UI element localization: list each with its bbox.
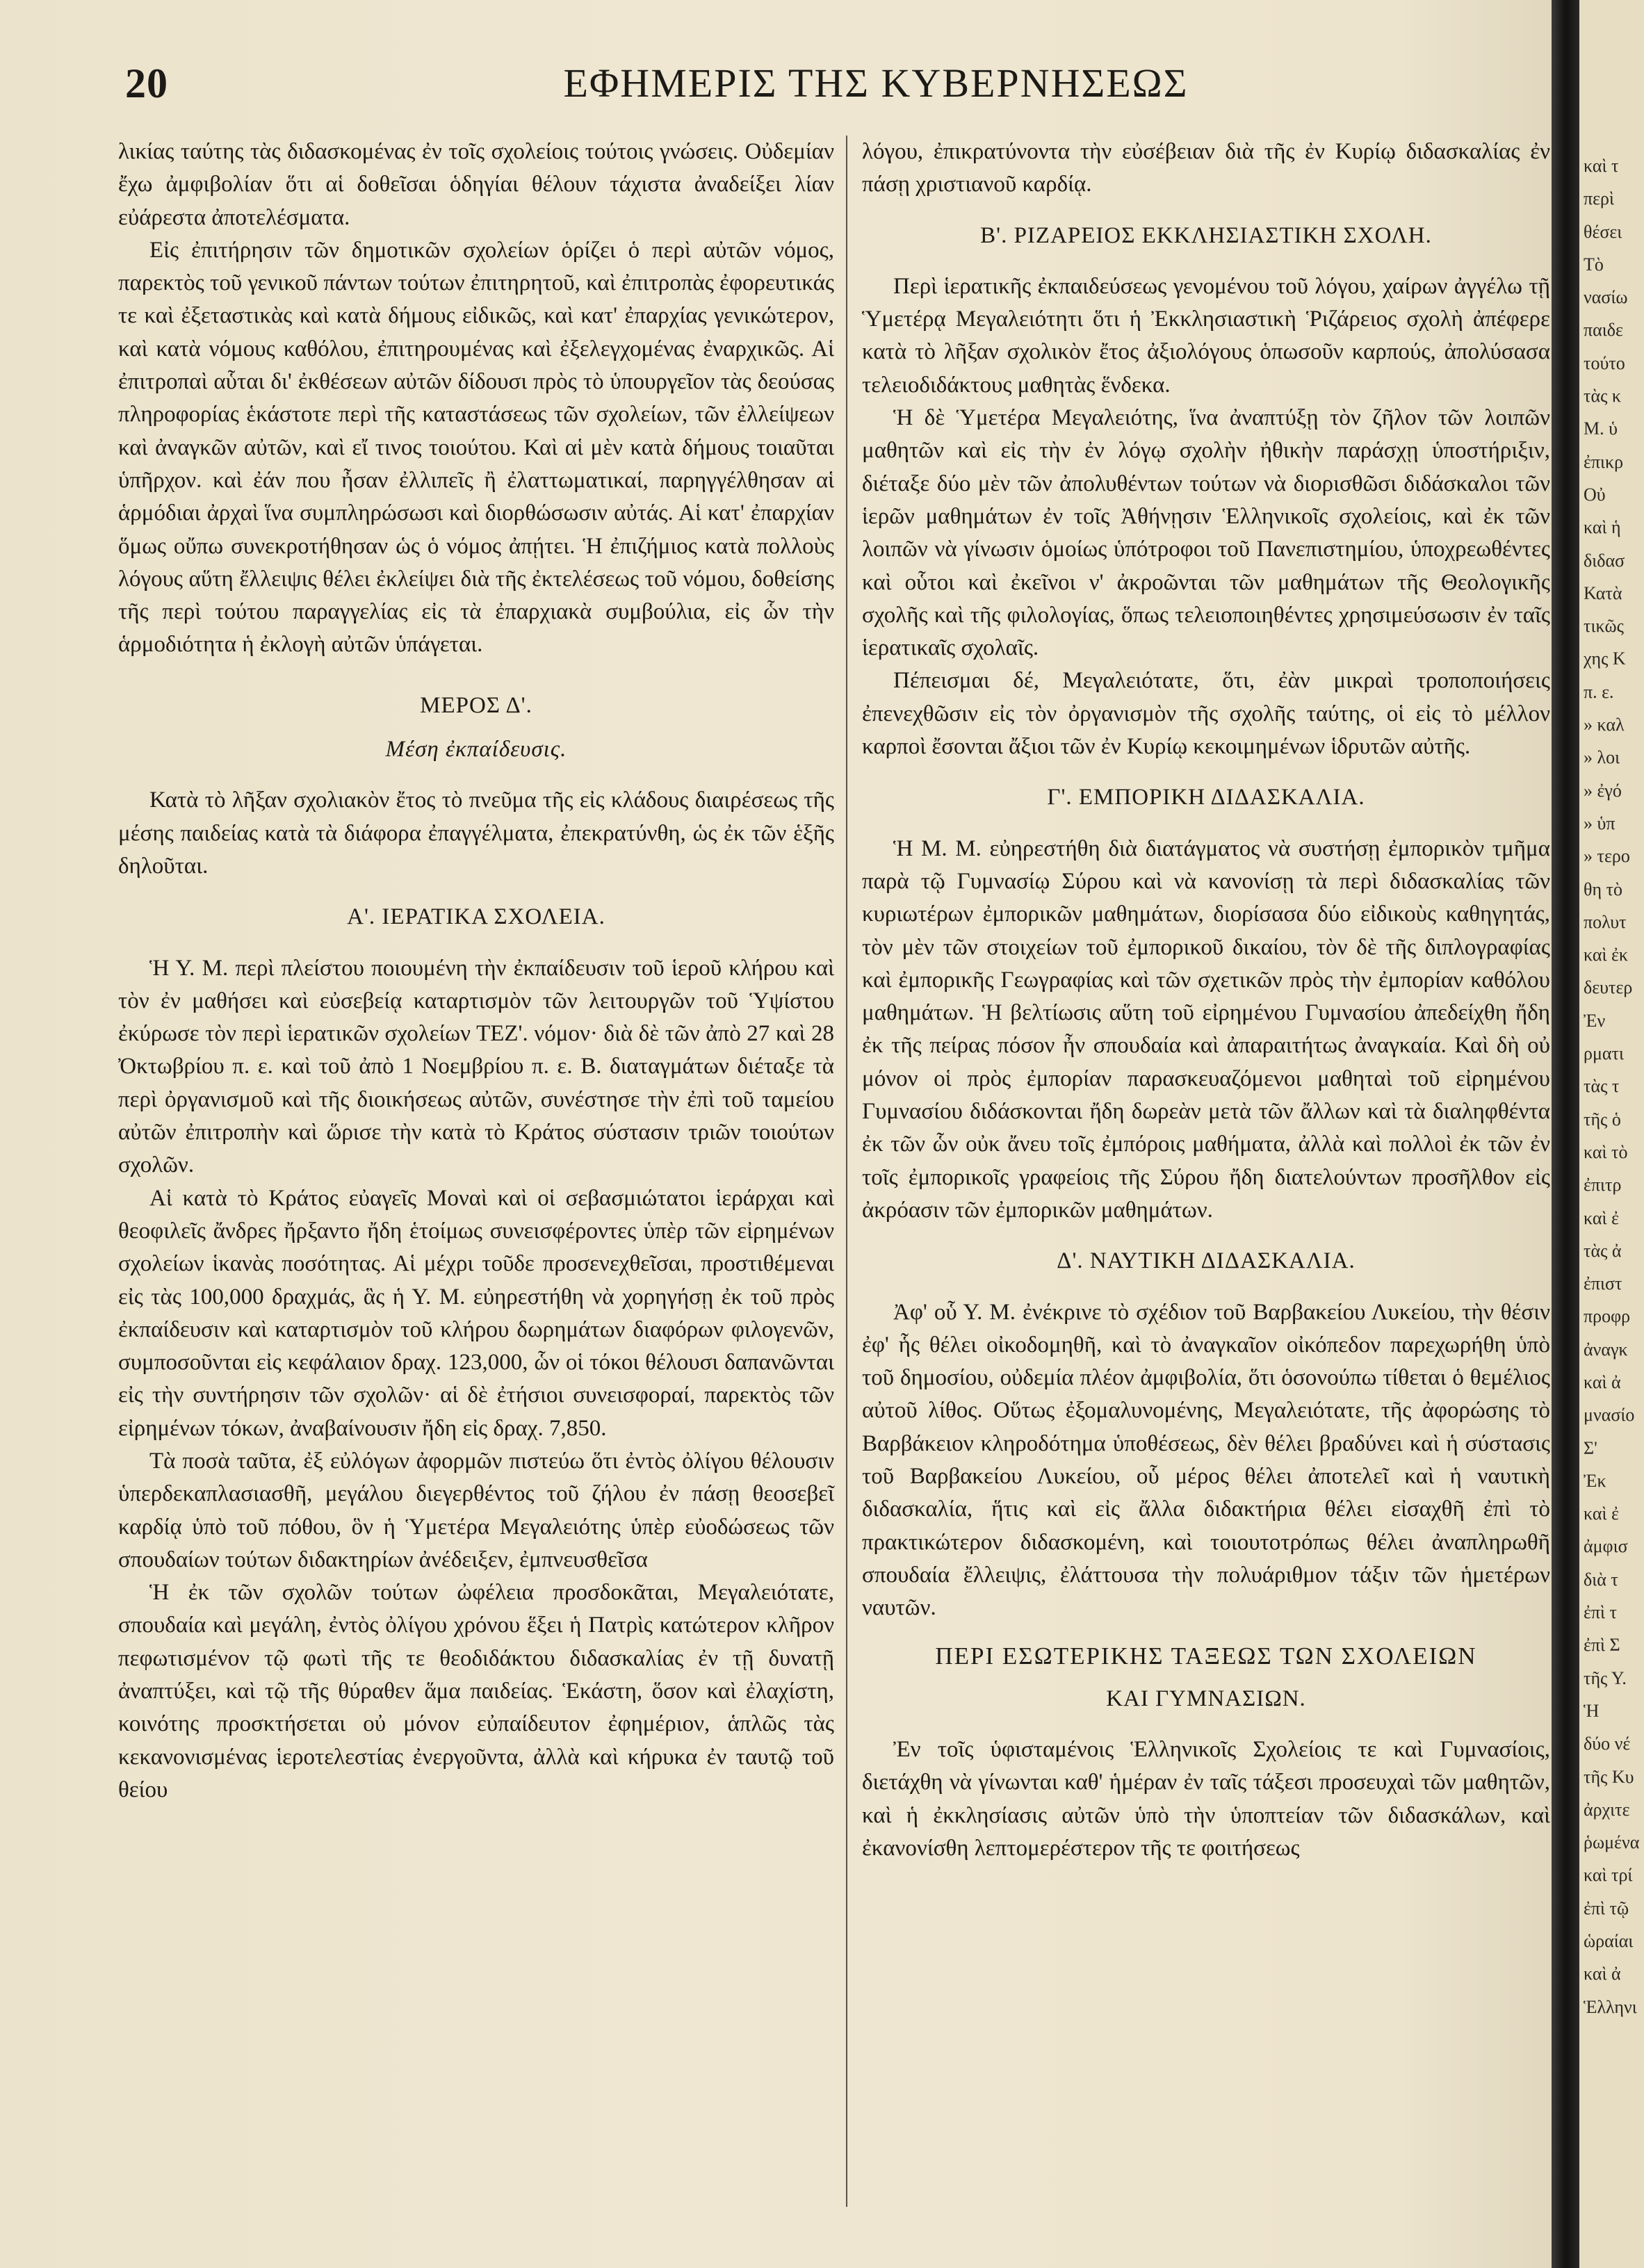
- adjacent-page-fragment: τῆς ὁ: [1584, 1109, 1621, 1129]
- right-paragraph-3: Ἡ δὲ Ὑμετέρα Μεγαλειότης, ἵνα ἀναπτύξῃ τὸν ζῆλον τῶν λοιπῶν μαθητῶν καὶ εἰς τὴν ἐν λόγῳ σχολὴν ἠθικὴν παράσχῃ ὑποστήριξιν, διέταξε δύο μὲν τῶν ἀπολυθέντων τούτων νὰ διορισθῶσι διδάσκαλοι τῶν ἱερῶν μαθημάτων ἐν τοῖς Ἀθήνῃσιν Ἑλληνικοῖς σχολείοις, καὶ ἐκ τῶν λοιπῶν νὰ γίνωσιν ὁμοίως ὑπότροφοι τοῦ Πανεπιστημίου, ὑποχρεωθέντες καὶ οὗτοι καὶ ἐκεῖνοι ν' ἀκροῶνται τῶν μαθημάτων τῆς Θεολογικῆς σχολῆς καὶ τῆς φιλολογίας, ὅπως τελειοποιηθέντες χρησιμεύσωσιν ἐν ταῖς ἱερατικαῖς σχολαῖς.: [862, 405, 1550, 661]
- adjacent-page-fragment: τὰς κ: [1584, 386, 1621, 407]
- adjacent-page-fragment: Τὸ: [1584, 254, 1604, 275]
- adjacent-page-fragment: Ἐκ: [1584, 1470, 1606, 1491]
- right-paragraph-1: λόγου, ἐπικρατύνοντα τὴν εὐσέβειαν διὰ τῆς ἐν Κυρίῳ διδασκαλίας ἐν πάσῃ χριστιανοῦ καρδίᾳ.: [862, 139, 1550, 197]
- adjacent-page-fragment: ἐπιστ: [1584, 1273, 1622, 1294]
- adjacent-page-fragment: ρματι: [1584, 1043, 1624, 1064]
- right-paragraph-2: Περὶ ἱερατικῆς ἐκπαιδεύσεως γενομένου τοῦ λόγου, χαίρων ἀγγέλω τῇ Ὑμετέρᾳ Μεγαλειότητι ὅτι ἡ Ἐκκλησιαστικὴ Ῥιζάρειος σχολὴ ἀπέφερε κατὰ τὸ λῆξαν σχολικὸν ἔτος ἀξιολόγους ὁπωσοῦν καρπούς, ἀπολύσασα τελειοδιδάκτους μαθητὰς ἕνδεκα.: [862, 273, 1550, 398]
- adjacent-page-fragment: καὶ τ: [1584, 156, 1619, 176]
- adjacent-page-fragment: » ὑπ: [1584, 813, 1615, 833]
- adjacent-page-fragment: χης Κ: [1584, 648, 1626, 669]
- adjacent-page-fragment: Ἐν: [1584, 1010, 1606, 1031]
- adjacent-page-fragment: νασίω: [1584, 287, 1628, 308]
- section-heading-a: Α'. ΙΕΡΑΤΙΚΑ ΣΧΟΛΕΙΑ.: [347, 904, 605, 930]
- adjacent-page-fragment: καὶ ἐ: [1584, 1207, 1619, 1228]
- adjacent-page-strip: [1579, 0, 1644, 2268]
- adjacent-page-fragment: καὶ ἀ: [1584, 1964, 1621, 1984]
- adjacent-page-fragment: δευτερ: [1584, 977, 1633, 998]
- adjacent-page-fragment: διδασ: [1584, 550, 1625, 571]
- adjacent-page-fragment: Ἑλληνι: [1584, 1996, 1637, 2017]
- adjacent-page-fragment: τῆς Υ.: [1584, 1667, 1627, 1688]
- page-header: [104, 56, 1536, 111]
- adjacent-page-fragment: ἐπὶ Σ: [1584, 1635, 1620, 1656]
- adjacent-page-fragment: προφρ: [1584, 1306, 1631, 1327]
- adjacent-page-fragment: τὰς τ: [1584, 1076, 1620, 1097]
- adjacent-page-fragment: » λοι: [1584, 747, 1620, 768]
- part-subheading: Μέση ἐκπαίδευσις.: [385, 737, 567, 762]
- adjacent-page-fragment: θη τὸ: [1584, 879, 1622, 899]
- adjacent-page-fragment: θέσει: [1584, 221, 1622, 242]
- section-heading-c: Γ'. ΕΜΠΟΡΙΚΗ ΔΙΔΑΣΚΑΛΙΑ.: [1047, 785, 1365, 810]
- adjacent-page-fragment: ἀμφισ: [1584, 1536, 1628, 1557]
- left-paragraph-1: λικίας ταύτης τὰς διδασκομένας ἐν τοῖς σχολείοις τούτοις γνώσεις. Οὐδεμίαν ἔχω ἀμφιβολίαν ὅτι αἱ δοθεῖσαι ὁδηγίαι θέλουν τάχιστα ἀναδείξει λίαν εὐάρεστα ἀποτελέσματα.: [118, 139, 834, 230]
- left-paragraph-6: Τὰ ποσὰ ταῦτα, ἐξ εὐλόγων ἀφορμῶν πιστεύω ὅτι ἐντὸς ὀλίγου θέλουσιν ὑπερδεκαπλασιασθῆ, μεγάλου διεγερθέντος τοῦ ζήλου ἐν πάσῃ θεοσεβεῖ καρδίᾳ ὑπὸ τοῦ πόθου, ὃν ἡ Ὑμετέρα Μεγαλειότης ὑπὲρ εὐοδώσεως τῶν σπουδαίων τούτων διδακτηρίων ἀνέδειξεν, ἐμπνευσθεῖσα: [118, 1448, 834, 1572]
- adjacent-page-fragment: καὶ ἐκ: [1584, 945, 1629, 965]
- running-title: ΕΦΗΜΕΡΙΣ ΤΗΣ ΚΥΒΕΡΝΗΣΕΩΣ: [563, 60, 1189, 106]
- adjacent-page-fragment: ἀρχιτε: [1584, 1799, 1630, 1820]
- adjacent-page-fragment: καὶ τὸ: [1584, 1141, 1628, 1162]
- right-paragraph-4: Πέπεισμαι δέ, Μεγαλειότατε, ὅτι, ἐὰν μικραὶ τροποποιήσεις ἐπενεχθῶσιν εἰς τὸν ὀργανισμὸν τῆς σχολῆς ταύτης, οἱ εἰς τὸ μέλλον καρποὶ ἔσονται ἄξιοι τῶν ἐν Κυρίῳ κεκοιμημένων ἱδρυτῶν αὐτῆς.: [862, 668, 1550, 760]
- section-heading-e-line-2: ΚΑΙ ΓΥΜΝΑΣΙΩΝ.: [1106, 1686, 1306, 1711]
- adjacent-page-fragment: καὶ τρί: [1584, 1865, 1633, 1886]
- section-heading-e-line-1: ΠΕΡΙ ΕΣΩΤΕΡΙΚΗΣ ΤΑΞΕΩΣ ΤΩΝ ΣΧΟΛΕΙΩΝ: [935, 1642, 1477, 1670]
- right-paragraph-7: Ἐν τοῖς ὑφισταμένοις Ἑλληνικοῖς Σχολείοις τε καὶ Γυμνασίοις, διετάχθη νὰ γίνωνται καθ' ἡμέραν ἐν ταῖς τάξεσι προσευχαὶ τῶν μαθητῶν, καὶ ἡ ἐκκλησίασις αὐτῶν ὑπὸ τὴν ὑποπτείαν τῶν διδασκάλων, καὶ ἐκανονίσθη λεπτομερέστερον τῆς τε φοιτήσεως: [862, 1737, 1550, 1861]
- adjacent-page-fragment: ἐπιτρ: [1584, 1175, 1622, 1196]
- left-paragraph-2: Εἰς ἐπιτήρησιν τῶν δημοτικῶν σχολείων ὁρίζει ὁ περὶ αὐτῶν νόμος, παρεκτὸς τοῦ γενικοῦ πάντων τούτων ἐπιτηρητοῦ, καὶ ἐπιτροπὰς ἐφορευτικάς τε καὶ ἐξεταστικὰς καὶ κατὰ δήμους εἰδικῶς, καὶ κατ' ἐπαρχίας γενικώτερον, καὶ κατὰ νόμους καθόλου, ἐπιτηρουμένας καὶ ἐξελεγχομένας ἐναρχικῶς. Αἱ ἐπιτροπαὶ αὗται δι' ἐκθέσεων αὐτῶν δίδουσι πρὸς τὸ ὑπουργεῖον τὰς δεούσας πληροφορίας ἑκάστοτε περὶ τῆς καταστάσεως τῶν σχολείων, τῶν ἐλλείψεων καὶ ἀναγκῶν αὐτῶν, καὶ εἴ τινος τοιούτου. Καὶ αἱ μὲν κατὰ δήμους τοιαῦται ὑπῆρχον. καὶ ἐάν που ἦσαν ἐλλιπεῖς ἢ ἐλαττωματικαί, παρηγγέλθησαν αἱ ἁρμόδιαι ἀρχαὶ ἵνα συμπληρώσωσι καὶ διορθώσωσιν αὐτάς. Αἱ κατ' ἐπαρχίαν ὅμως οὔπω συνεκροτήθησαν ὡς ὁ νόμος ἀπῄτει. Ἡ ἐπιζήμιος κατὰ πολλοὺς λόγους αὕτη ἔλλειψις θέλει ἐκλείψει διὰ τῆς ἐκτελέσεως τοῦ νόμου, δοθείσης τῆς περὶ τούτου παραγγελίας εἰς τὰ ἐπαρχιακὰ συμβούλια, εἰς ὧν τὴν ἁρμοδιότητα ἡ ἐκλογὴ αὐτῶν ὑπάγεται.: [118, 237, 834, 658]
- adjacent-page-fragment: περὶ: [1584, 188, 1615, 209]
- adjacent-page-fragment: τὰς ἀ: [1584, 1240, 1622, 1261]
- adjacent-page-fragment: ὡραίαι: [1584, 1931, 1634, 1952]
- adjacent-page-fragment: τούτο: [1584, 352, 1625, 373]
- adjacent-page-fragment: καὶ ἡ: [1584, 517, 1621, 538]
- column-divider: [846, 136, 847, 2207]
- left-paragraph-7: Ἡ ἐκ τῶν σχολῶν τούτων ὠφέλεια προσδοκᾶται, Μεγαλειότατε, σπουδαία καὶ μεγάλη, ἐντὸς ὀλίγου χρόνου ἕξει ἡ Πατρὶς κατώτερον κλῆρον πεφωτισμένον τῷ φωτὶ τῆς τε θεοδιδάκτου διδασκαλίας ἐν τῇ δυνατῇ ἀναπτύξει, καὶ τῷ τῆς θύραθεν ἅμα παιδείας. Ἑκάστη, ὅσον καὶ ἐλαχίστη, κοινότης προσκτήσεται οὐ μόνον εὐπαίδευτον ἐφημέριον, ἁπλῶς τὰς κεκανονισμένας ἱεροτελεστίας ἐνεργοῦντα, ἀλλὰ καὶ κήρυκα ἐν ταυτῷ τοῦ θείου: [118, 1580, 834, 1802]
- adjacent-page-fragment: ῥωμένα: [1584, 1832, 1640, 1853]
- adjacent-page-fragment: » καλ: [1584, 715, 1625, 735]
- adjacent-page-fragment: ἐπὶ τ: [1584, 1602, 1617, 1623]
- adjacent-page-fragment: καὶ ἐ: [1584, 1503, 1619, 1524]
- adjacent-page-fragment: Ἡ: [1584, 1700, 1600, 1721]
- adjacent-page-fragment: Σ': [1584, 1437, 1597, 1458]
- adjacent-page-fragment: ἀναγκ: [1584, 1339, 1628, 1360]
- left-paragraph-5: Αἱ κατὰ τὸ Κράτος εὐαγεῖς Μοναὶ καὶ οἱ σεβασμιώτατοι ἱεράρχαι καὶ θεοφιλεῖς ἄνδρες ἤρξαντο ἤδη ἑτοίμως συνεισφέροντες ὑπὲρ τῶν εἰρημένων σχολείων ἱκανὰς ποσότητας. Αἱ μέχρι τοῦδε προσενεχθεῖσαι, προστιθέμεναι εἰς τὰς 100,000 δραχμάς, ἃς ἡ Υ. Μ. εὐηρεστήθη νὰ χορηγήσῃ ἐκ τοῦ πρὸς ἐκπαίδευσιν καὶ καταρτισμὸν τοῦ κλήρου δωρημάτων διαφόρων φιλογενῶν, συμποσοῦνται εἰς κεφάλαιον δραχ. 123,000, ὧν οἱ τόκοι θέλουσι δαπανῶνται εἰς τὴν συντήρησιν τῶν σχολῶν· αἱ δὲ ἐτήσιοι συνεισφοραί, παρεκτὸς τῶν εἰρημένων τόκων, ἀναβαίνουσιν ἤδη εἰς δραχ. 7,850.: [118, 1185, 834, 1441]
- left-column: [118, 136, 834, 1806]
- adjacent-page-fragment: δύο νέ: [1584, 1733, 1631, 1754]
- adjacent-page-fragment: τῆς Κυ: [1584, 1766, 1634, 1787]
- right-paragraph-5: Ἡ Μ. Μ. εὐηρεστήθη διὰ διατάγματος νὰ συστήσῃ ἐμπορικὸν τμῆμα παρὰ τῷ Γυμνασίῳ Σύρου καὶ νὰ κανονίσῃ τὰ περὶ διδασκαλίας τῶν κυριωτέρων ἐμπορικῶν μαθημάτων, διορίσασα δύο εἰδικοὺς καθηγητάς, τὸν μὲν τῶν στοιχείων τοῦ ἐμπορικοῦ δικαίου, τὸν δὲ τῆς διπλογραφίας καὶ ἐμπορικῆς Γεωγραφίας καὶ τῶν σχετικῶν πρὸς τὴν ἐμπορίαν καθόλου μαθημάτων. Ἡ βελτίωσις αὕτη τοῦ εἰρημένου Γυμνασίου ἀπεδείχθη ἤδη ἐκ τῆς πείρας πόσον ἦν σπουδαία καὶ ἀπαραιτήτως ἀναγκαία. Καὶ δὴ οὐ μόνον οἱ πρὸς ἐμπορίαν παρασκευαζόμενοι μαθηταὶ τοῦ εἰρημένου Γυμνασίου διδάσκονται ἤδη δωρεὰν μετὰ τῶν ἄλλων καὶ τὰ διαληφθέντα ἐκ τῶν ὧν οὐκ ἄνευ τοῖς ἐμπόροις μαθήματα, ἀλλὰ καὶ πολλοὶ ἐκ τῶν ἐν τοῖς ἐμπορικοῖς γραφείοις τῆς Σύρου ἤδη διατελούντων προσῆλθον εἰς ἀκρόασιν τῶν ἐμπορικῶν μαθημάτων.: [862, 835, 1550, 1223]
- adjacent-page-fragment: » τερο: [1584, 846, 1630, 867]
- part-heading: ΜΕΡΟΣ Δ'.: [420, 692, 532, 718]
- adjacent-page-fragment: Οὐ: [1584, 484, 1606, 505]
- adjacent-page-fragment: Μ. ὑ: [1584, 418, 1618, 439]
- section-heading-b: Β'. ΡΙΖΑΡΕΙΟΣ ΕΚΚΛΗΣΙΑΣΤΙΚΗ ΣΧΟΛΗ.: [980, 222, 1432, 248]
- adjacent-page-fragment: ἐπικρ: [1584, 451, 1624, 472]
- adjacent-page-fragment: πολυτ: [1584, 911, 1627, 932]
- adjacent-page-fragment: π. ε.: [1584, 681, 1614, 702]
- adjacent-page-fragment: τικῶς: [1584, 616, 1624, 637]
- right-column: [862, 136, 1550, 2214]
- adjacent-page-fragment: διὰ τ: [1584, 1569, 1618, 1590]
- adjacent-page-fragment: καὶ ἀ: [1584, 1371, 1621, 1392]
- left-paragraph-4: Ἡ Υ. Μ. περὶ πλείστου ποιουμένη τὴν ἐκπαίδευσιν τοῦ ἱεροῦ κλήρου καὶ τὸν ἐν μαθήσει καὶ εὐσεβείᾳ καταρτισμὸν τῶν λειτουργῶν τοῦ Ὑψίστου ἐκύρωσε τὸν περὶ ἱερατικῶν σχολείων ΤΕΖ'. νόμον· διὰ δὲ τῶν ἀπὸ 27 καὶ 28 Ὀκτωβρίου π. ε. καὶ τοῦ ἀπὸ 1 Νοεμβρίου π. ε. Β. διαταγμάτων διέταξε τὰ περὶ ὀργανισμοῦ καὶ τῆς διοικήσεως αὐτῶν, συνέστησε τὴν ἐπὶ τοῦ ταμείου αὐτῶν ἐπιτροπὴν καὶ ὥρισε τὴν κατὰ τὸ Κράτος σύστασιν τριῶν τοιούτων σχολῶν.: [118, 955, 834, 1178]
- adjacent-page-fragment: » ἐγό: [1584, 780, 1622, 801]
- adjacent-page-fragment: μνασίο: [1584, 1405, 1635, 1426]
- right-paragraph-6: Ἀφ' οὗ Υ. Μ. ἐνέκρινε τὸ σχέδιον τοῦ Βαρβακείου Λυκείου, τὴν θέσιν ἐφ' ἧς θέλει οἰκοδομηθῆ, καὶ τὸ ἀναγκαῖον οἰκόπεδον παρεχωρήθη ὑπὸ τοῦ δημοσίου, οὐδεμία πλέον ἀμφιβολία, ὅτι ὁσονούπω τίθεται ὁ θεμέλιος αὐτοῦ λίθος. Οὕτως ἐξομαλυνομένης, Μεγαλειότατε, τῆς ἀφορώσης τὸ Βαρβάκειον κληροδότημα ὑποθέσεως, δὲν θέλει βραδύνει καὶ ἡ σύστασις τοῦ Βαρβακείου Λυκείου, οὗ μέρος θέλει ἀποτελεῖ καὶ ἡ ναυτικὴ διδασκαλία, ἥτις καὶ εἰς ἄλλα διδακτήρια θέλει εἰσαχθῆ ἐπὶ τὸ πρακτικώτερον διδασκομένη, καὶ τοιουτοτρόπως θέλει ἀναπληρωθῆ σπουδαία ἔλλειψις, ἐλάττουσα τὴν πολυάριθμον τάξιν τῶν ἡμετέρων ναυτῶν.: [862, 1299, 1550, 1621]
- adjacent-page-fragment: ἐπὶ τῷ: [1584, 1898, 1629, 1918]
- adjacent-page-fragment: παιδε: [1584, 320, 1623, 341]
- page-number: 20: [125, 60, 168, 106]
- left-paragraph-3: Κατὰ τὸ λῆξαν σχολιακὸν ἔτος τὸ πνεῦμα τῆς εἰς κλάδους διαιρέσεως τῆς μέσης παιδείας κατὰ τὰ διάφορα ἐπαγγέλματα, ἐπεκρατύνθη, ὡς ἐκ τῶν ἑξῆς δηλοῦται.: [118, 788, 834, 879]
- book-binding-gutter: [1552, 0, 1579, 2268]
- adjacent-page-fragment: Κατὰ: [1584, 582, 1622, 603]
- section-heading-d: Δ'. ΝΑΥΤΙΚΗ ΔΙΔΑΣΚΑΛΙΑ.: [1057, 1248, 1356, 1274]
